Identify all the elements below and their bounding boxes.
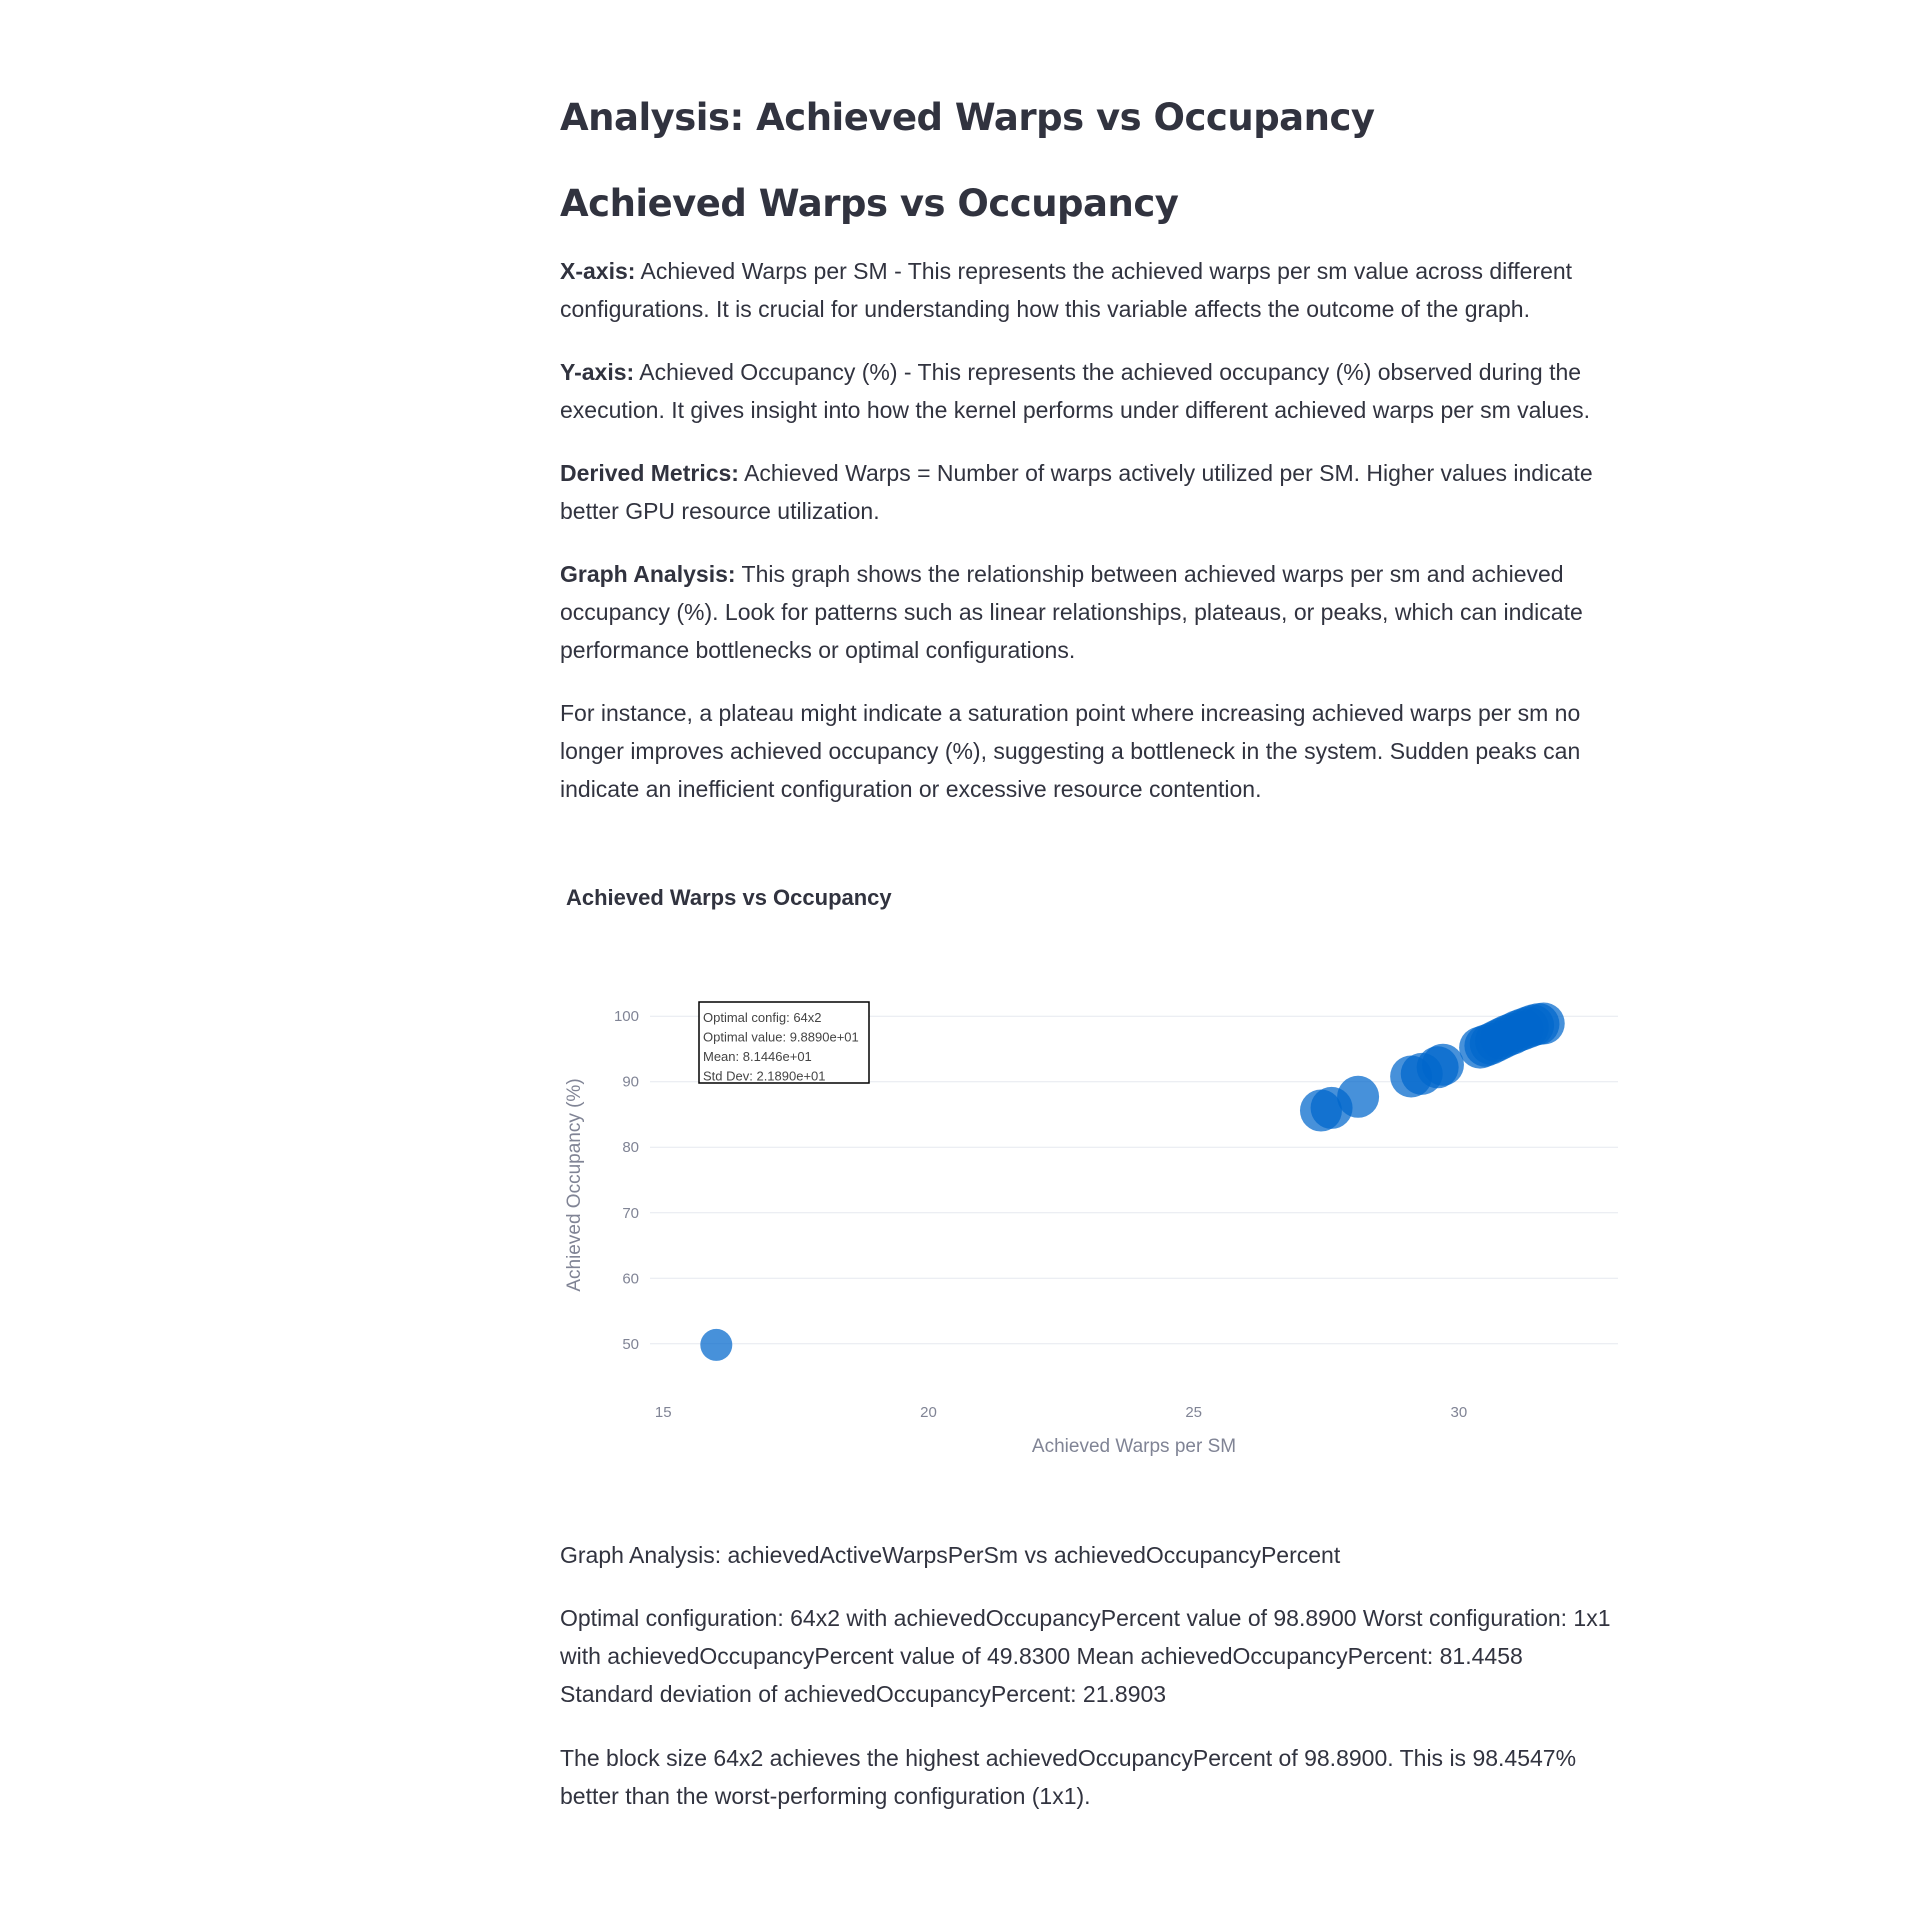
annotation-line: Optimal config: 64x2	[703, 1010, 822, 1025]
y-tick-label: 100	[613, 1008, 639, 1026]
summary-conclusion: The block size 64x2 achieves the highest achievedOccupancyPercent of 98.8900. This is 98.4547% better than the worst-performing configuration (1x1).	[560, 1745, 1577, 1809]
derived-label: Derived Metrics:	[560, 460, 739, 486]
x-tick-label: 15	[654, 1404, 672, 1421]
yaxis-text: Achieved Occupancy (%) - This represents the achieved occupancy (%) observed during the execution. It gives insight into how the kernel performs under different achieved warps per sm values.	[560, 359, 1591, 423]
y-tick-labels	[614, 1008, 639, 1353]
derived-metrics	[560, 454, 1620, 530]
chart-title: Achieved Warps vs Occupancy	[566, 885, 892, 910]
annotation-line: Optimal value: 9.8890e+01	[703, 1029, 859, 1045]
stats-annotation	[699, 1002, 869, 1084]
data-point	[1422, 1044, 1464, 1086]
y-tick-label: 90	[622, 1073, 639, 1091]
instance-paragraph: For instance, a plateau might indicate a saturation point where increasing achieved warps per sm no longer improves achieved occupancy (%), suggesting a bottleneck in the system. Sudden peaks can indicate an inefficient configuration or excessive resource contention.	[560, 700, 1581, 802]
xaxis-text: Achieved Warps per SM - This represents the achieved warps per sm value across different configurations. It is crucial for understanding how this variable affects the outcome of the graph.	[560, 258, 1573, 322]
xaxis-label: X-axis:	[560, 258, 636, 284]
annotation-line: Mean: 8.1446e+01	[703, 1049, 812, 1064]
section-heading: Achieved Warps vs Occupancy	[560, 182, 1179, 225]
page-heading: Analysis: Achieved Warps vs Occupancy	[560, 96, 1375, 139]
data-point	[1523, 1002, 1565, 1044]
y-tick-label: 80	[622, 1139, 639, 1157]
data-point	[1337, 1076, 1379, 1118]
derived-text: Achieved Warps = Number of warps actively utilized per SM. Higher values indicate better GPU resource utilization.	[560, 460, 1593, 524]
data-point	[700, 1329, 732, 1361]
y-tick-label: 60	[622, 1270, 639, 1288]
x-axis-title: Achieved Warps per SM	[1031, 1436, 1237, 1457]
x-tick-label: 25	[1185, 1404, 1203, 1421]
graph-label: Graph Analysis:	[560, 561, 736, 587]
xaxis-description	[560, 252, 1620, 328]
yaxis-label: Y-axis:	[560, 359, 635, 385]
summary-stats: Optimal configuration: 64x2 with achievedOccupancyPercent value of 98.8900 Worst configuration: 1x1 with achievedOccupancyPercent value of 49.8300 Mean achievedOccupancyPercent: 81.4458 Standard deviation of achievedOccupancyPercent: 21.8903	[560, 1605, 1611, 1707]
y-tick-label: 70	[622, 1204, 639, 1222]
y-tick-label: 50	[622, 1335, 639, 1353]
x-tick-label: 30	[1450, 1404, 1468, 1421]
x-tick-label: 20	[920, 1404, 937, 1421]
graph-analysis	[560, 555, 1620, 669]
x-tick-labels	[655, 1404, 1467, 1421]
scatter-chart	[560, 960, 1620, 1480]
graph-text: This graph shows the relationship between achieved warps per sm and achieved occupancy (%). Look for patterns such as linear relationships, plateaus, or peaks, which can indicate performance bottlenecks or optimal configurations.	[560, 561, 1583, 663]
y-axis-title: Achieved Occupancy (%)	[564, 1078, 585, 1292]
annotation-line: Std Dev: 2.1890e+01	[703, 1068, 826, 1084]
summary-heading: Graph Analysis: achievedActiveWarpsPerSm vs achievedOccupancyPercent	[560, 1542, 1341, 1568]
yaxis-description	[560, 353, 1620, 429]
